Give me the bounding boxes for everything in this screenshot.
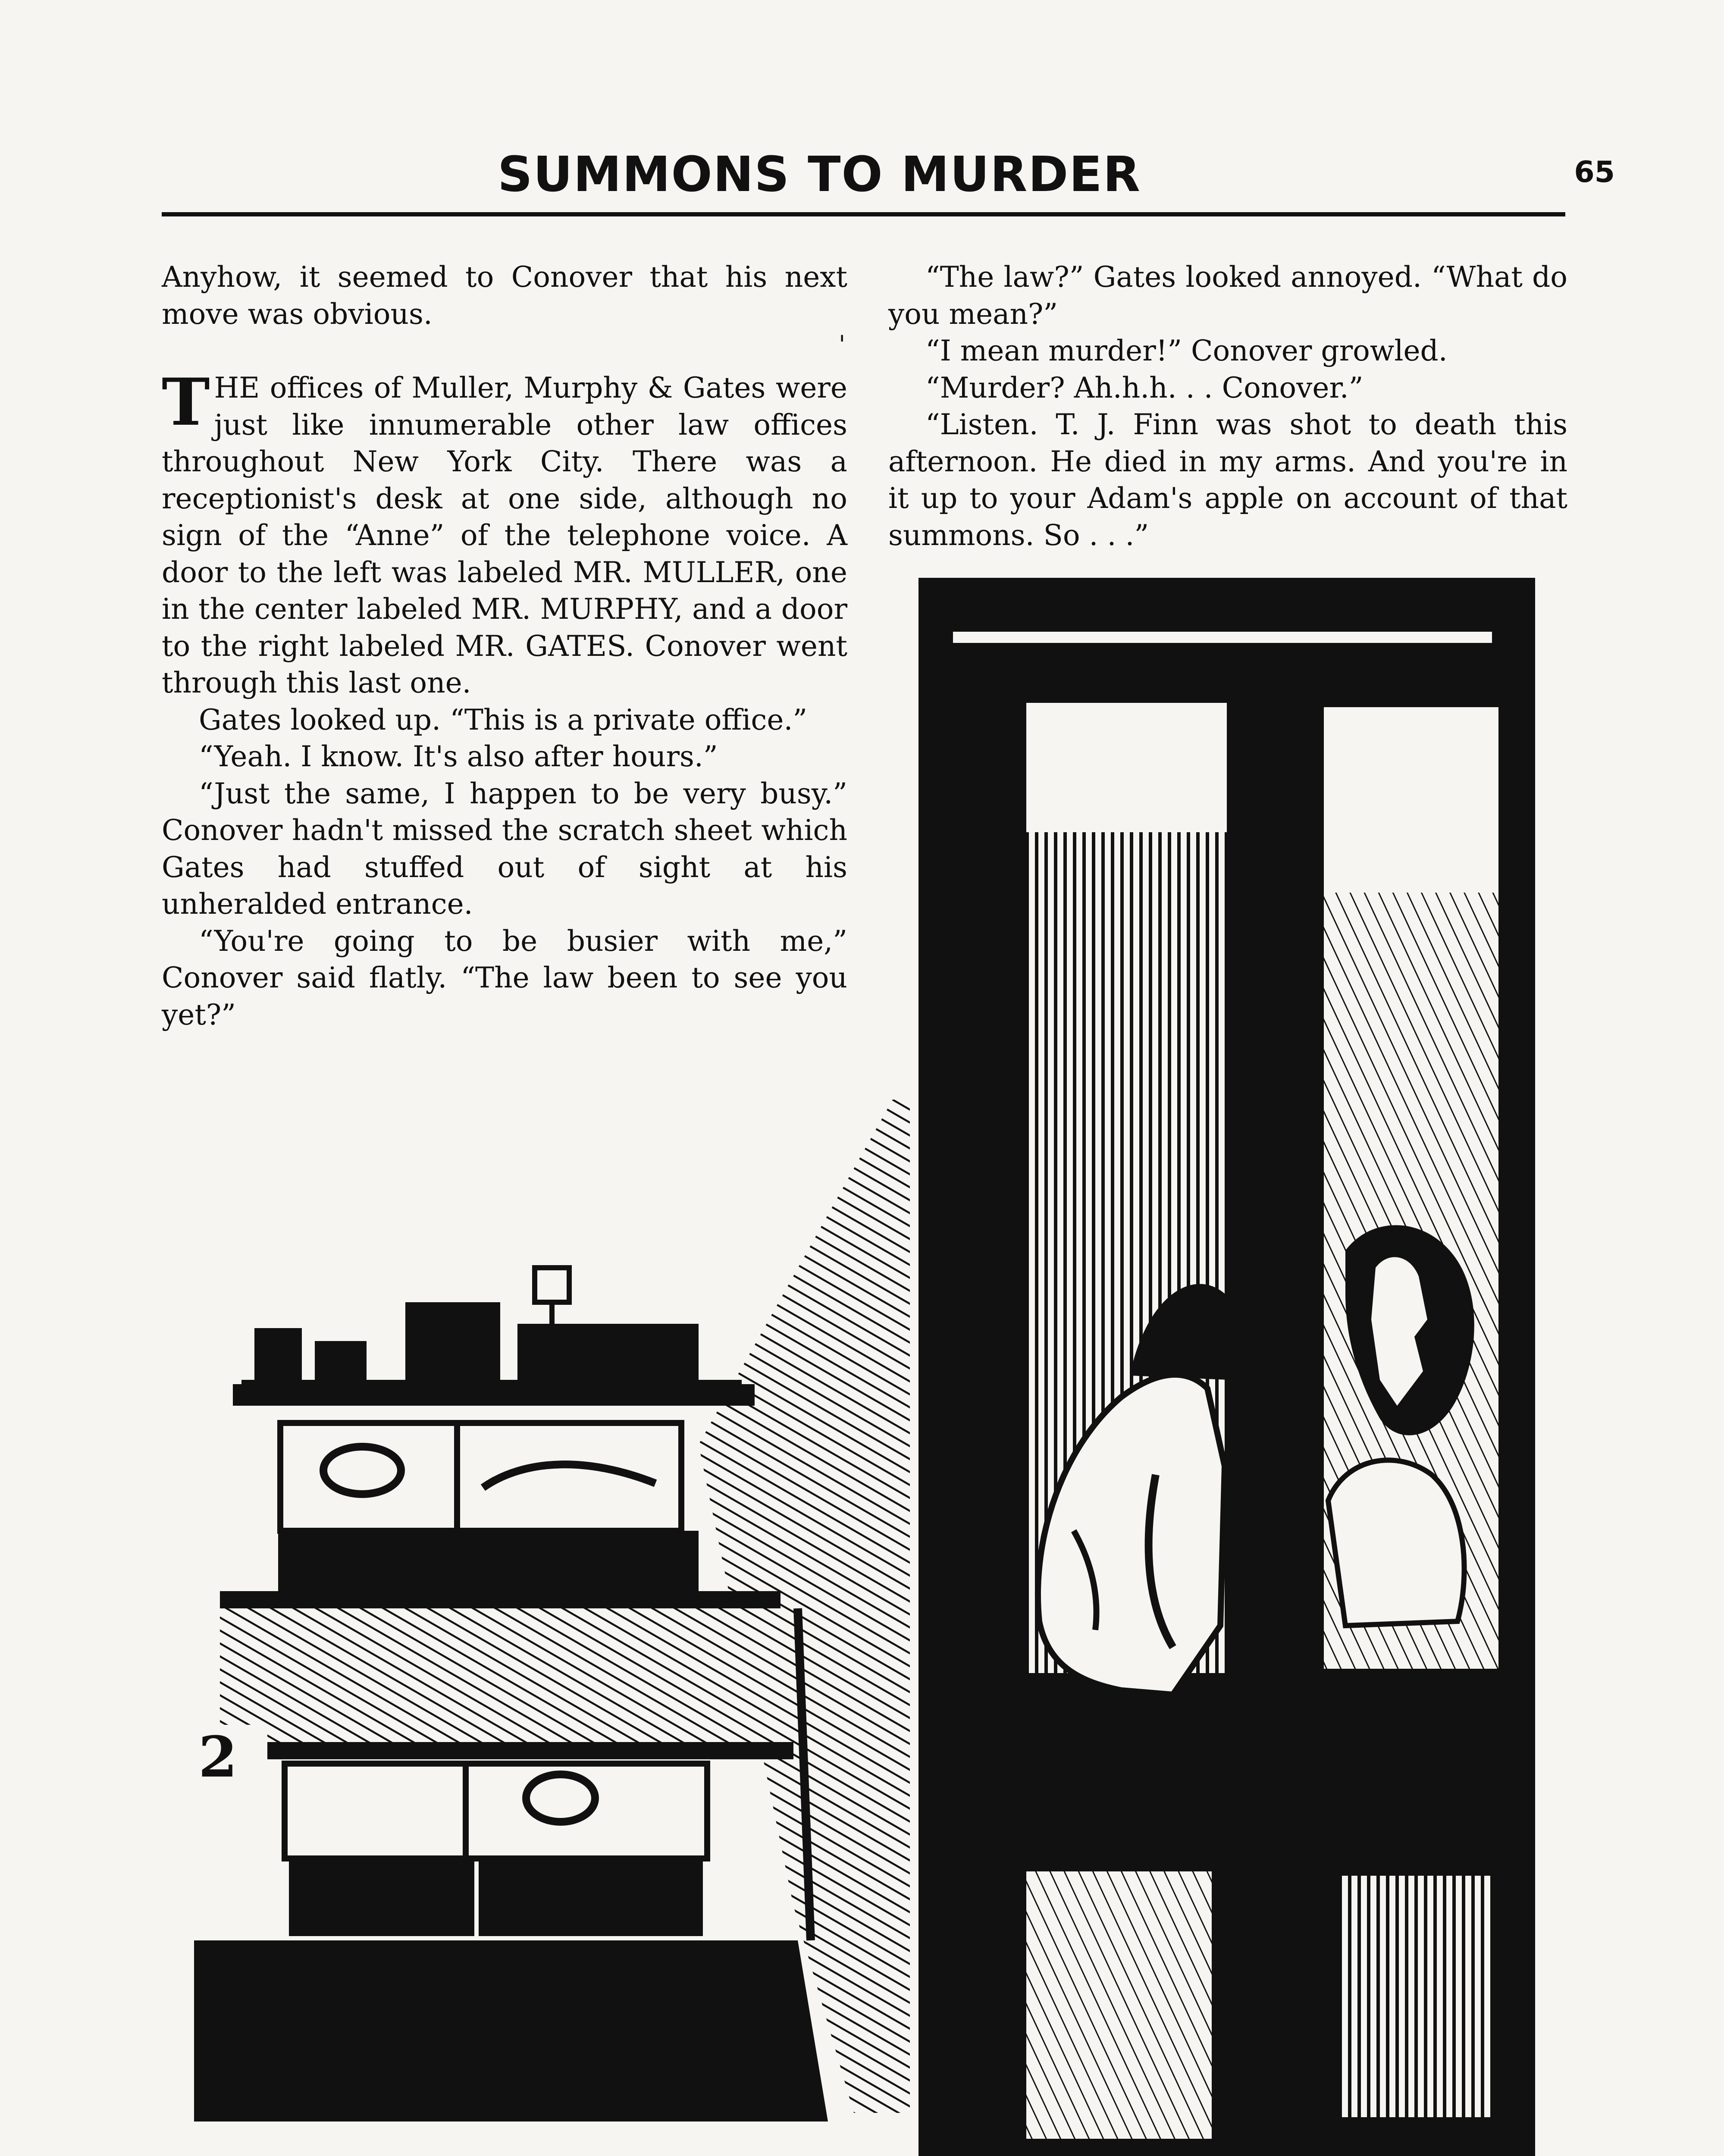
running-title: SUMMONS TO MURDER xyxy=(497,147,1141,203)
paragraph-private-office: Gates looked up. “This is a private office.” xyxy=(199,703,808,736)
stray-mark: ' xyxy=(839,331,846,359)
paragraph-after-hours: “Yeah. I know. It's also after hours.” xyxy=(199,740,718,773)
right-text-column xyxy=(888,259,1567,554)
desk-tag-text: 2 xyxy=(198,1724,238,1790)
paragraph-ahhh-conover: “Murder? Ah.h.h. . . Conover.” xyxy=(925,371,1364,404)
paragraph-busier-with-me: “You're going to be busier with me,” Conover said flatly. “The law been to see you yet?” xyxy=(162,924,847,1031)
drop-cap: T xyxy=(162,364,210,440)
paragraph-the-law: “The law?” Gates looked annoyed. “What do you mean?” xyxy=(888,260,1567,331)
paragraph-mean-murder: “I mean murder!” Conover growled. xyxy=(925,334,1448,367)
paragraph-finn-shot: “Listen. T. J. Finn was shot to death this afternoon. He died in my arms. And you're in it up to your Adam's apple on account of that summons. So . . .” xyxy=(888,408,1567,552)
paragraph-scratch-sheet: “Just the same, I happen to be very busy.” Conover hadn't missed the scratch sheet which Gates had stuffed out of sight at his unheralded entrance. xyxy=(162,777,847,921)
header-rule xyxy=(162,212,1565,216)
paragraph-law-offices-text: HE offices of Muller, Murphy & Gates were just like innumerable other law offices throughout New York City. There was a receptionist's desk at one side, although no sign of the “Anne” of the telephone voice. A door to the left was labeled MR. MULLER, one in the center labeled MR. MURPHY, and a door to the right labeled MR. GATES. Conover went through this last one. xyxy=(162,371,847,699)
page-number: 65 xyxy=(1574,155,1615,189)
office-door-illustration xyxy=(181,561,1570,2156)
paragraph-move-obvious: Anyhow, it seemed to Conover that his next move was obvious. xyxy=(162,260,847,331)
